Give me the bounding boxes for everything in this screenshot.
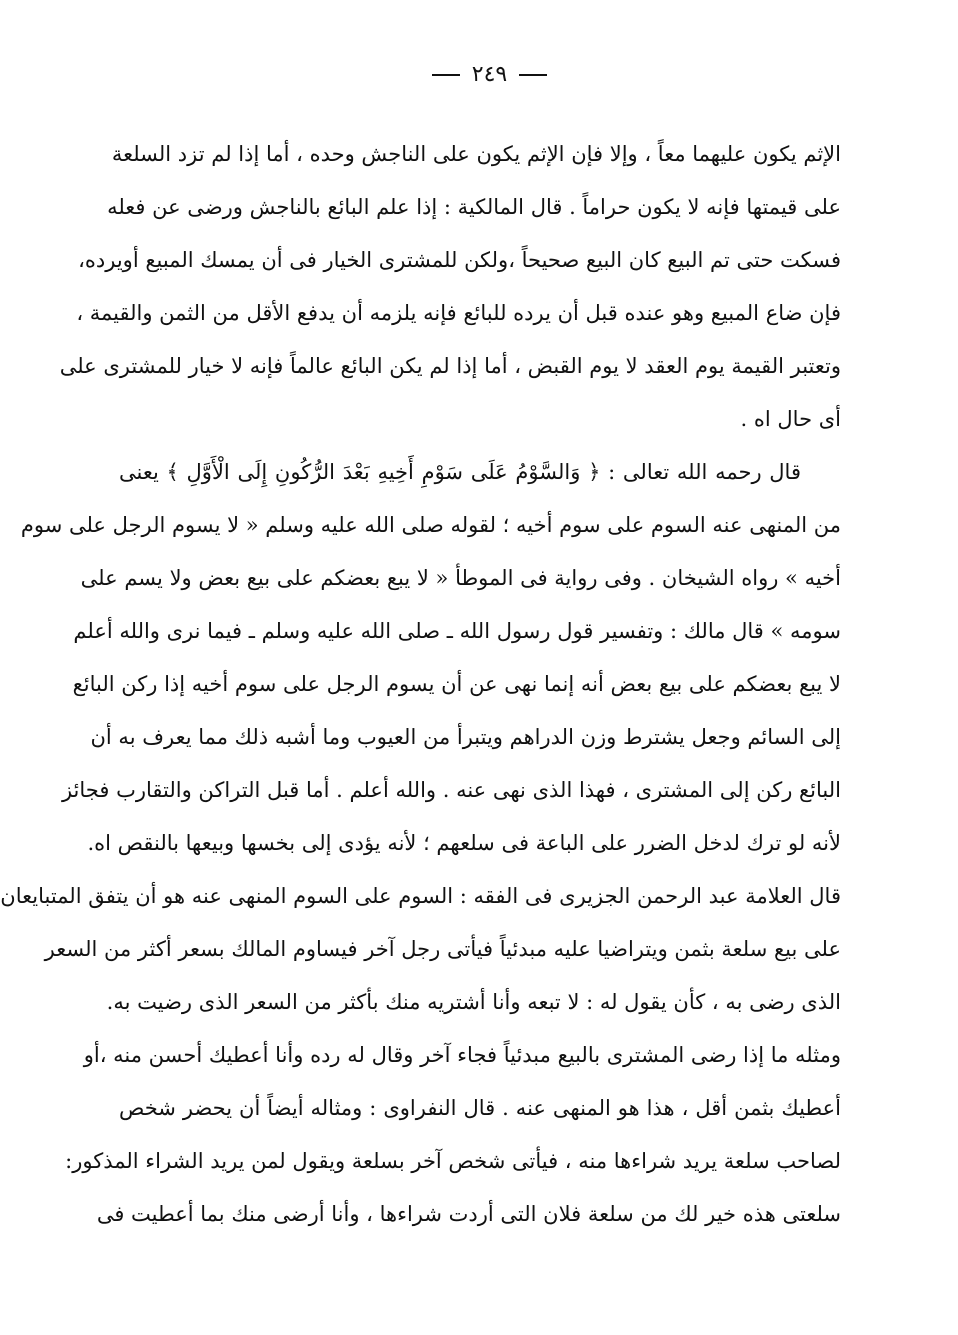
text-line: على بيع سلعة بثمن ويتراضيا عليه مبدئياً فيأتى رجل آخر فيساوم المالك بسعر أكثر من السعر: [44, 937, 841, 961]
text-line: من المنهى عنه السوم على سوم أخيه ؛ لقوله صلى الله عليه وسلم « لا يسوم الرجل على سوم: [20, 513, 841, 537]
text-line: الذى رضى به ، كأن يقول له : لا تبعه وأنا أشتريه منك بأكثر من السعر الذى رضيت به.: [106, 990, 841, 1014]
text-line: أى حال اه .: [740, 407, 841, 431]
text-line: الإثم يكون عليهما معاً ، وإلا فإن الإثم يكون على الناجش وحده ، أما إذا لم تزد السلعة: [111, 142, 841, 166]
text-line: فإن ضاع المبيع وهو عنده قبل أن يرده للبائع فإنه يلزمه أن يدفع الأقل من الثمن والقيمة ،: [76, 301, 841, 325]
page-number-dash-right: [519, 74, 547, 76]
page-number-text: ٢٤٩: [471, 62, 508, 87]
text-line: وتعتبر القيمة يوم العقد لا يوم القبض ، أما إذا لم يكن البائع عالماً فإنه لا خيار للمشترى على: [59, 354, 841, 378]
text-line: سلعتى هذه خير لك من سلعة فلان التى أردت شراءها ، وأنا أرضى منك بما أعطيت فى: [96, 1202, 841, 1226]
text-line: سومه » قال مالك : وتفسير قول رسول الله ـ صلى الله عليه وسلم ـ فيما نرى والله أعلم: [73, 619, 841, 643]
page-number: [21, 62, 958, 87]
text-line: على قيمتها فإنه لا يكون حراماً . قال المالكية : إذا علم البائع بالناجش ورضى عن فعله: [107, 195, 841, 219]
page-number-dash-left: [432, 74, 460, 76]
text-line: لا يبع بعضكم على بيع بعض أنه إنما نهى عن أن يسوم الرجل على سوم أخيه إذا ركن البائع: [72, 672, 841, 696]
text-line: أخيه » رواه الشيخان . وفى رواية فى الموطأ « لا يبع بعضكم على بيع بعض ولا يسم على: [80, 566, 841, 590]
text-line: قال العلامة عبد الرحمن الجزيرى فى الفقه : السوم على السوم المنهى عنه هو أن يتفق المتبايعان: [0, 884, 841, 908]
text-line: ومثله ما إذا رضى المشترى بالبيع مبدئياً فجاء آخر وقال له رده وأنا أعطيك أحسن منه ،أو: [83, 1043, 841, 1067]
text-line: البائع ركن إلى المشترى ، فهذا الذى نهى عنه . والله أعلم . أما قبل التراكن والتقارب فجائز: [61, 778, 841, 802]
text-line: أعطيك بثمن أقل ، هذا هو المنهى عنه . قال النفراوى : ومثاله أيضاً أن يحضر شخص: [119, 1096, 841, 1120]
text-line: قال رحمه الله تعالى : ﴿ وَالسَّوْمُ عَلَى سَوْمِ أَخِيهِ بَعْدَ الرُّكُونِ إِلَى الْأَوَّلِ ﴾ يعنى: [119, 460, 801, 484]
text-line: لصاحب سلعة يريد شراءها منه ، فيأتى شخص آخر بسلعة ويقول لمن يريد الشراء المذكور:: [65, 1149, 841, 1173]
text-line: فسكت حتى تم البيع كان البيع صحيحاً ،ولكن للمشترى الخيار فى أن يمسك المبيع أويرده،: [78, 248, 841, 272]
text-line: إلى السائم وجعل يشترط وزن الدراهم ويتبرأ من العيوب وما أشبه ذلك مما يعرف به أن: [90, 725, 841, 749]
body-text: [0, 128, 841, 1241]
text-line: لأنه لو ترك لدخل الضرر على الباعة فى سلعهم ؛ لأنه يؤدى إلى بخسها وبيعها بالنقص اه.: [87, 831, 841, 855]
